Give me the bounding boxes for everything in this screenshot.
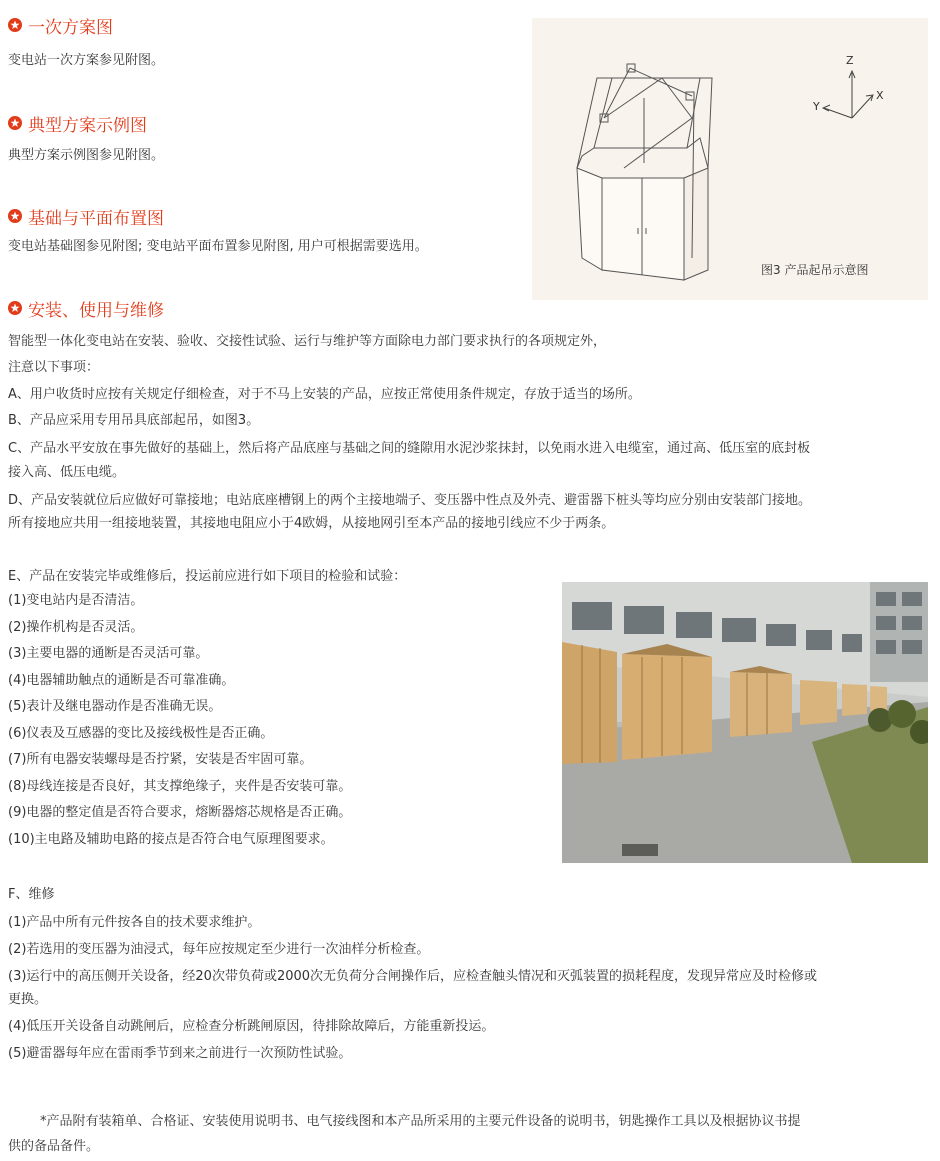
list-item: (3)主要电器的通断是否灵活可靠。	[8, 646, 209, 661]
list-item: (7)所有电器安装螺母是否拧紧，安装是否牢固可靠。	[8, 752, 313, 767]
list-item: (10)主电路及辅助电路的接点是否符合电气原理图要求。	[8, 831, 334, 847]
item-e-title: E、产品在安装完毕或维修后，投运前应进行如下项目的检验和试验：	[8, 569, 407, 584]
list-item: (9)电器的整定值是否符合要求，熔断器熔芯规格是否正确。	[8, 805, 352, 820]
install-intro-2: 注意以下事项：	[8, 360, 100, 375]
lifting-diagram	[532, 18, 928, 300]
star-icon	[8, 18, 22, 32]
star-icon	[8, 209, 22, 223]
section-title: 安装、使用与维修	[28, 300, 164, 321]
list-item: (1)变电站内是否清洁。	[8, 593, 144, 608]
section-title: 典型方案示例图	[28, 115, 147, 136]
item-c-line1: C、产品水平安放在事先做好的基础上，然后将产品底座与基础之间的缝隙用水泥沙浆抹封，以免雨水进入电缆室，通过高、低压室的底封板	[8, 441, 811, 456]
list-item: (2)若选用的变压器为油浸式，每年应按规定至少进行一次油样分析检查。	[8, 942, 430, 957]
axis-x-label: X	[876, 89, 884, 102]
section-heading-foundation	[8, 205, 164, 227]
list-item: (8)母线连接是否良好，其支撑绝缘子，夹件是否安装可靠。	[8, 778, 352, 794]
section-heading-install	[8, 297, 164, 319]
list-item: (2)操作机构是否灵活。	[8, 619, 144, 635]
substation-photo	[562, 582, 928, 863]
item-d-line2: 所有接地应共用一组接地装置，其接地电阻应小于4欧姆，从接地网引至本产品的接地引线应不少于两条。	[8, 516, 615, 531]
section-heading-typical	[8, 112, 147, 134]
star-icon	[8, 116, 22, 130]
list-item: (6)仪表及互感器的变比及接线极性是否正确。	[8, 725, 274, 741]
item-c-line2: 接入高、低压电缆。	[8, 465, 126, 480]
list-item: (3)运行中的高压侧开关设备，经20次带负荷或2000次无负荷分合闸操作后，应检查触头情况和灭弧装置的损耗程度，发现异常应及时检修或	[8, 969, 818, 984]
list-item: (1)产品中所有元件按各自的技术要求维护。	[8, 915, 261, 930]
inspection-list	[8, 592, 538, 857]
item-a: A、用户收货时应按有关规定仔细检查，对于不马上安装的产品，应按正常使用条件规定，存放于适当的场所。	[8, 387, 641, 402]
note-line1: *产品附有装箱单、合格证、安装使用说明书、电气接线图和本产品所采用的主要元件设备的说明书，钥匙操作工具以及根据协议书提	[40, 1114, 801, 1129]
note-line2: 供的备品备件。	[8, 1139, 100, 1154]
section-heading-one-line	[8, 14, 113, 36]
axis-y-label: Y	[813, 100, 820, 113]
figure-caption: 图3 产品起吊示意图	[761, 263, 869, 277]
item-f-title: F、维修	[8, 887, 55, 902]
install-intro-1: 智能型一体化变电站在安装、验收、交接性试验、运行与维护等方面除电力部门要求执行的各项规定外，	[8, 334, 607, 349]
section-text: 典型方案示例图参见附图。	[8, 148, 165, 163]
substation-photo-illustration	[562, 582, 928, 863]
list-item: (4)低压开关设备自动跳闸后，应检查分析跳闸原因，待排除故障后，方能重新投运。	[8, 1019, 495, 1034]
list-item: (4)电器辅助触点的通断是否可靠准确。	[8, 672, 235, 688]
section-text: 变电站一次方案参见附图。	[8, 53, 165, 68]
section-title: 基础与平面布置图	[28, 208, 164, 229]
list-item: 更换。	[8, 992, 48, 1007]
section-title: 一次方案图	[28, 17, 113, 38]
star-icon	[8, 301, 22, 315]
lifting-diagram-figure	[532, 18, 928, 300]
item-d-line1: D、产品安装就位后应做好可靠接地；电站底座槽钢上的两个主接地端子、变压器中性点及外壳、避雷器下桩头等均应分别由安装部门接地。	[8, 493, 812, 508]
section-text: 变电站基础图参见附图; 变电站平面布置参见附图, 用户可根据需要选用。	[8, 239, 428, 254]
list-item: (5)避雷器每年应在雷雨季节到来之前进行一次预防性试验。	[8, 1046, 352, 1061]
list-item: (5)表计及继电器动作是否准确无误。	[8, 699, 222, 714]
item-b: B、产品应采用专用吊具底部起吊，如图3。	[8, 413, 260, 428]
axis-z-label: Z	[846, 54, 854, 67]
